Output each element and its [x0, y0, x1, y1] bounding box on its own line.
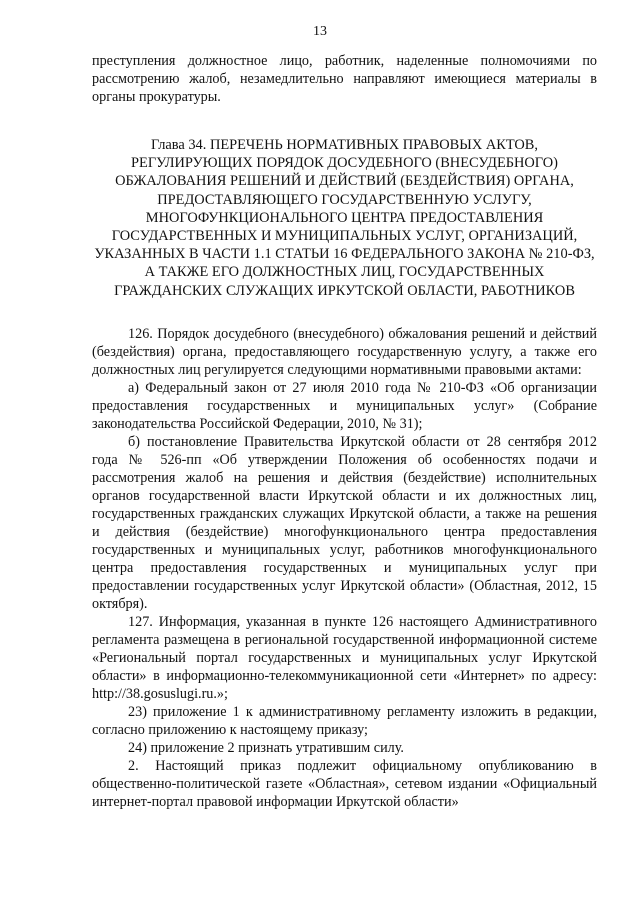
paragraph-2: 2. Настоящий приказ подлежит официальному опубликованию в общественно-политической газете «Областная», сетевом издании «Официальный интернет-портал правовой информации Иркутской области»	[92, 757, 597, 810]
page-number: 13	[313, 24, 327, 39]
paragraph-126-b: б) постановление Правительства Иркутской области от 28 сентября 2012 года № 526-пп «Об утверждении Положения об особенностях подачи и рассмотрения жалоб на решения и действия (бездействие) исполнительных органов государственной власти Иркутской области и их должностных лиц, государственных гражданских служащих Иркутской области, а также на решения и действия (бездействие) многофункционального центра предоставления государственных и муниципальных услуг, работников многофункционального центра предоставления государственных и муниципальных услуг при предоставлении государственных услуг Иркутской области» (Областная, 2012, 15 октября).	[92, 433, 597, 612]
paragraph-24: 24) приложение 2 признать утратившим силу.	[128, 739, 404, 756]
chapter-heading: Глава 34. ПЕРЕЧЕНЬ НОРМАТИВНЫХ ПРАВОВЫХ АКТОВ, РЕГУЛИРУЮЩИХ ПОРЯДОК ДОСУДЕБНОГО (ВНЕСУДЕБНОГО) ОБЖАЛОВАНИЯ РЕШЕНИЙ И ДЕЙСТВИЙ (БЕЗДЕЙСТВИЯ) ОРГАНА, ПРЕДОСТАВЛЯЮЩЕГО ГОСУДАРСТВЕННУЮ УСЛУГУ, МНОГОФУНКЦИОНАЛЬНОГО ЦЕНТРА ПРЕДОСТАВЛЕНИЯ ГОСУДАРСТВЕННЫХ И МУНИЦИПАЛЬНЫХ УСЛУГ, ОРГАНИЗАЦИЙ, УКАЗАННЫХ В ЧАСТИ 1.1 СТАТЬИ 16 ФЕДЕРАЛЬНОГО ЗАКОНА № 210-ФЗ, А ТАКЖЕ ЕГО ДОЛЖНОСТНЫХ ЛИЦ, ГОСУДАРСТВЕННЫХ ГРАЖДАНСКИХ СЛУЖАЩИХ ИРКУТСКОЙ ОБЛАСТИ, РАБОТНИКОВ	[94, 137, 595, 299]
paragraph-23: 23) приложение 1 к административному регламенту изложить в редакции, согласно приложению к настоящему приказу;	[92, 703, 597, 738]
paragraph-127: 127. Информация, указанная в пункте 126 настоящего Административного регламента размещена в региональной государственной информационной системе «Региональный портал государственных и муниципальных услуг Иркутской области» в информационно-телекоммуникационной сети «Интернет» по адресу: http://38.gosuslugi.ru.»;	[92, 613, 597, 702]
paragraph-126: 126. Порядок досудебного (внесудебного) обжалования решений и действий (бездействия) органа, предоставляющего государственную услугу, а также его должностных лиц регулируется следующими нормативными правовыми актами:	[92, 325, 597, 378]
paragraph-126-a: а) Федеральный закон от 27 июля 2010 года № 210-ФЗ «Об организации предоставления государственных и муниципальных услуг» (Собрание законодательства Российской Федерации, 2010, № 31);	[92, 379, 597, 432]
page-content	[92, 52, 597, 811]
intro-paragraph: преступления должностное лицо, работник, наделенные полномочиями по рассмотрению жалоб, незамедлительно направляют имеющиеся материалы в органы прокуратуры.	[92, 53, 597, 105]
